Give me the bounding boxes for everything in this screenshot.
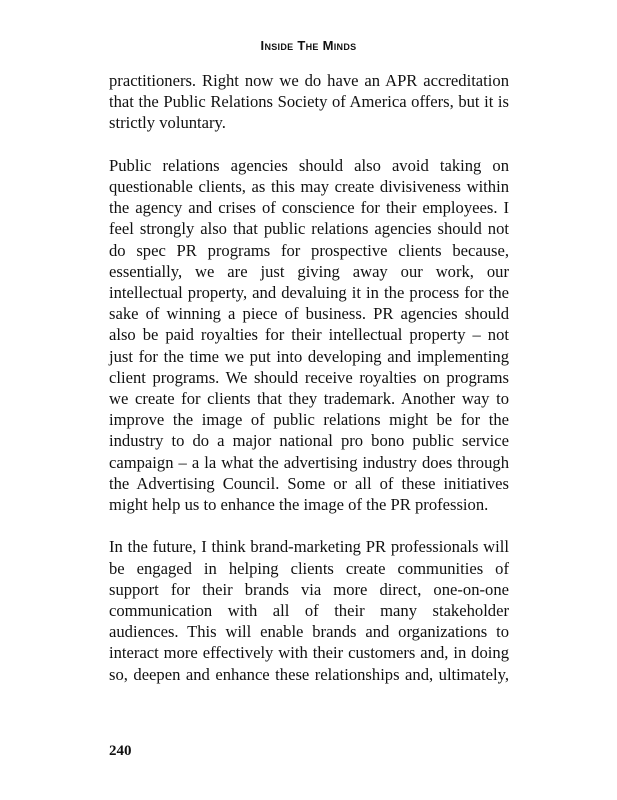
text-line: practitioners. Right now we do have an APR accreditation xyxy=(109,71,509,90)
text-line: interact more effectively with their customers and, in doing xyxy=(109,643,509,663)
paragraph-1 xyxy=(109,70,509,134)
text-line: sake of winning a piece of business. PR agencies should xyxy=(109,304,509,324)
text-line: client programs. We should receive royalties on programs xyxy=(109,367,509,387)
text-line: feel strongly also that public relations agencies should not xyxy=(109,219,509,239)
text-line: In the future, I think brand-marketing PR professionals will xyxy=(109,537,509,557)
text-line: strictly voluntary. xyxy=(109,113,226,133)
body-text xyxy=(109,70,509,706)
text-line: also be paid royalties for their intellectual property – not xyxy=(109,325,509,345)
text-line: essentially, we are just giving away our work, our xyxy=(109,261,509,281)
text-line: we create for clients that they trademark. Another way to xyxy=(109,389,509,409)
text-line: Public relations agencies should also avoid taking on xyxy=(109,155,509,175)
text-line: that the Public Relations Society of America offers, but it is xyxy=(109,92,509,112)
text-line: audiences. This will enable brands and organizations to xyxy=(109,622,509,642)
text-line: intellectual property, and devaluing it in the process for the xyxy=(109,283,509,303)
text-line: do spec PR programs for prospective clients because, xyxy=(109,240,509,260)
text-line: so, deepen and enhance these relationships and, ultimately, xyxy=(109,664,509,684)
text-line: questionable clients, as this may create divisiveness within xyxy=(109,177,509,196)
text-line: might help us to enhance the image of the PR profession. xyxy=(109,495,489,515)
text-line: support for their brands via more direct, one-on-one xyxy=(109,579,509,599)
running-header: Inside The Minds xyxy=(260,38,357,53)
text-line: be engaged in helping clients create communities of xyxy=(109,558,509,578)
text-line: just for the time we put into developing and implementing xyxy=(109,346,509,366)
text-line: communication with all of their many stakeholder xyxy=(109,601,509,621)
paragraph-3 xyxy=(109,536,509,684)
text-line: industry to do a major national pro bono public service xyxy=(109,431,509,451)
text-line: the agency and crises of conscience for their employees. I xyxy=(109,198,509,218)
page-number: 240 xyxy=(109,743,132,759)
paragraph-2 xyxy=(109,155,509,515)
text-line: the Advertising Council. Some or all of these initiatives xyxy=(109,473,509,493)
text-line: campaign – a la what the advertising industry does through xyxy=(109,452,509,472)
text-line: improve the image of public relations might be for the xyxy=(109,410,509,430)
